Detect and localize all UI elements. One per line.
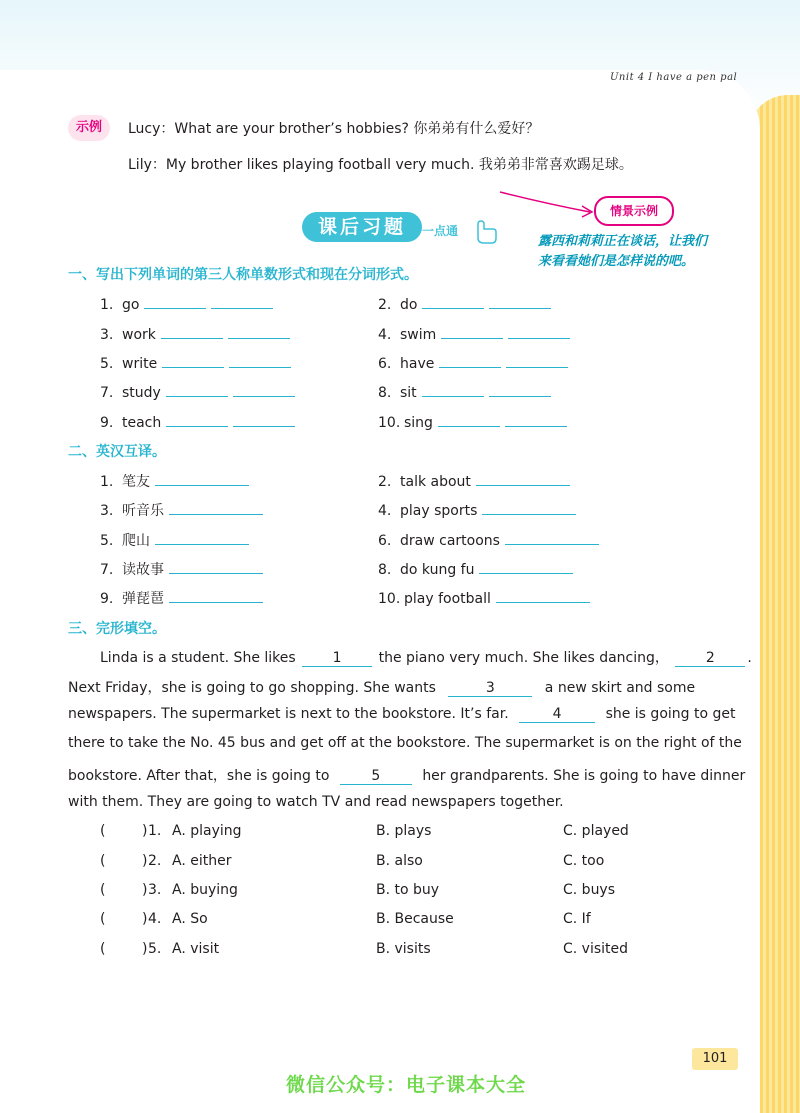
answer-blank-third-person[interactable] [438, 412, 500, 427]
item-word: swim [400, 327, 437, 343]
pointer-arrow-icon [498, 190, 598, 220]
passage-line-5 [68, 765, 746, 785]
item-number: 3. [100, 503, 114, 519]
answer-paren-open[interactable]: ( [100, 882, 106, 898]
item-phrase: play sports [400, 503, 478, 519]
option-a: A. playing [172, 823, 242, 839]
question-number: 5. [148, 941, 162, 957]
question-number: 3. [148, 882, 162, 898]
item-phrase: draw cartoons [400, 533, 500, 549]
cloze-blank-2: 2 [675, 650, 745, 667]
cloze-blank-5: 5 [340, 768, 412, 785]
translate-item [378, 471, 570, 490]
item-number: 5. [100, 356, 114, 372]
answer-blank-present-participle[interactable] [229, 353, 291, 368]
translate-item [100, 530, 249, 550]
translate-item [378, 530, 599, 549]
passage-text: Linda is a student. She likes [100, 650, 296, 666]
pointing-hand-icon [470, 216, 500, 246]
option-a: A. visit [172, 941, 220, 957]
option-c: C. too [563, 853, 605, 869]
word-item [378, 353, 568, 372]
word-item [378, 324, 570, 343]
item-word: teach [122, 415, 162, 431]
item-word: work [122, 327, 156, 343]
exercise-banner [302, 208, 510, 248]
answer-paren-close: ) [142, 911, 148, 927]
passage-text: . [747, 650, 752, 666]
section3-title: 三、完形填空。 [68, 621, 166, 637]
translate-item [100, 471, 249, 491]
scene-hint-line-2: 来看看她们是怎样说的吧。 [538, 254, 695, 269]
option-b: B. also [376, 853, 423, 869]
item-phrase: 弹琵琶 [122, 591, 164, 607]
translate-item [378, 500, 576, 519]
answer-blank-third-person[interactable] [439, 353, 501, 368]
item-phrase: do kung fu [400, 562, 475, 578]
answer-blank-present-participle[interactable] [228, 324, 290, 339]
option-a: A. buying [172, 882, 238, 898]
answer-paren-open[interactable]: ( [100, 853, 106, 869]
item-number: 10. [378, 591, 401, 607]
question-number: 2. [148, 853, 162, 869]
passage-text: she is going to get [605, 706, 736, 722]
option-c: C. visited [563, 941, 629, 957]
translate-item [100, 559, 263, 579]
answer-blank[interactable] [479, 559, 573, 574]
question-number: 4. [148, 911, 162, 927]
cloze-blank-3: 3 [448, 680, 532, 697]
banner-title: 课后习题 [302, 212, 422, 242]
item-word: sing [404, 415, 433, 431]
translate-item [100, 500, 263, 520]
option-a: A. either [172, 853, 232, 869]
answer-blank[interactable] [155, 471, 249, 486]
passage-line-1 [100, 647, 752, 667]
item-number: 1. [100, 297, 114, 313]
answer-blank[interactable] [169, 500, 263, 515]
option-b: B. to buy [376, 882, 440, 898]
answer-blank[interactable] [169, 588, 263, 603]
answer-blank-third-person[interactable] [422, 382, 484, 397]
answer-paren-close: ) [142, 941, 148, 957]
item-number: 6. [378, 356, 392, 372]
answer-blank-third-person[interactable] [166, 412, 228, 427]
item-number: 8. [378, 562, 392, 578]
item-number: 2. [378, 297, 392, 313]
item-word: write [122, 356, 158, 372]
item-phrase: talk about [400, 474, 471, 490]
word-item [378, 412, 567, 431]
option-a: A. So [172, 911, 208, 927]
answer-paren-close: ) [142, 823, 148, 839]
word-item [100, 412, 295, 431]
item-number: 3. [100, 327, 114, 343]
item-word: have [400, 356, 435, 372]
answer-blank-present-participle[interactable] [508, 324, 570, 339]
option-c: C. buys [563, 882, 616, 898]
answer-blank[interactable] [482, 500, 576, 515]
answer-paren-open[interactable]: ( [100, 941, 106, 957]
section1-title: 一、写出下列单词的第三人称单数形式和现在分词形式。 [68, 267, 418, 283]
example-tag: 示例 [68, 115, 110, 141]
item-phrase: 笔友 [122, 474, 150, 490]
option-c: C. played [563, 823, 629, 839]
passage-line-3 [68, 706, 736, 723]
answer-blank[interactable] [476, 471, 570, 486]
item-number: 7. [100, 385, 114, 401]
item-number: 5. [100, 533, 114, 549]
item-number: 9. [100, 591, 114, 607]
item-word: sit [400, 385, 417, 401]
running-header: Unit 4 I have a pen pal [610, 72, 738, 83]
item-number: 1. [100, 474, 114, 490]
passage-line-6: with them. They are going to watch TV and read newspapers together. [68, 794, 564, 810]
item-number: 6. [378, 533, 392, 549]
passage-text: bookstore. After that，she is going to [68, 768, 330, 784]
answer-blank-third-person[interactable] [162, 353, 224, 368]
answer-paren-close: ) [142, 882, 148, 898]
answer-blank-third-person[interactable] [441, 324, 503, 339]
answer-blank-present-participle[interactable] [489, 294, 551, 309]
cloze-blank-4: 4 [519, 706, 595, 723]
word-item [378, 294, 551, 313]
answer-blank-present-participle[interactable] [505, 412, 567, 427]
scene-example-bubble: 情景示例 [594, 196, 674, 226]
item-number: 8. [378, 385, 392, 401]
passage-text: the piano very much. She likes dancing， [378, 650, 669, 666]
example-line-lily: Lily：My brother likes playing football very much. 我弟弟非常喜欢踢足球。 [128, 157, 633, 173]
translate-item [378, 588, 590, 607]
item-phrase: 读故事 [122, 562, 164, 578]
word-item [100, 353, 291, 372]
answer-blank[interactable] [155, 530, 249, 545]
answer-blank-present-participle[interactable] [506, 353, 568, 368]
answer-blank[interactable] [505, 530, 599, 545]
item-number: 7. [100, 562, 114, 578]
example-line-lucy: Lucy：What are your brother’s hobbies? 你弟弟有什么爱好？ [128, 121, 540, 137]
answer-blank-third-person[interactable] [422, 294, 484, 309]
item-number: 4. [378, 327, 392, 343]
passage-text: her grandparents. She is going to have dinner [422, 768, 746, 784]
question-number: 1. [148, 823, 162, 839]
passage-line-4: there to take the No. 45 bus and get off at the bookstore. The supermarket is on the right of the [68, 735, 742, 751]
word-item [378, 382, 551, 401]
translate-item [378, 559, 573, 578]
watermark: 微信公众号：电子课本大全 [286, 1074, 527, 1096]
item-number: 4. [378, 503, 392, 519]
item-number: 9. [100, 415, 114, 431]
item-word: do [400, 297, 418, 313]
page-number: 101 [692, 1048, 738, 1070]
answer-blank-present-participle[interactable] [489, 382, 551, 397]
word-item [100, 294, 273, 313]
scene-hint-line-1: 露西和莉莉正在谈话，让我们 [538, 234, 708, 249]
item-phrase: play football [404, 591, 491, 607]
item-word: study [122, 385, 161, 401]
section2-title: 二、英汉互译。 [68, 444, 166, 460]
answer-paren-open[interactable]: ( [100, 911, 106, 927]
option-b: B. plays [376, 823, 432, 839]
item-number: 2. [378, 474, 392, 490]
answer-paren-open[interactable]: ( [100, 823, 106, 839]
passage-text: newspapers. The supermarket is next to the bookstore. It’s far. [68, 706, 509, 722]
answer-blank[interactable] [496, 588, 590, 603]
banner-subtitle: 一点通 [422, 224, 459, 238]
cloze-blank-1: 1 [302, 650, 372, 667]
word-item [100, 382, 295, 401]
passage-text: Next Friday，she is going to go shopping. She wants [68, 680, 436, 696]
option-b: B. visits [376, 941, 431, 957]
item-number: 10. [378, 415, 401, 431]
translate-item [100, 588, 263, 608]
answer-blank-present-participle[interactable] [211, 294, 273, 309]
answer-blank-present-participle[interactable] [233, 382, 295, 397]
item-word: go [122, 297, 140, 313]
answer-blank-third-person[interactable] [166, 382, 228, 397]
item-phrase: 听音乐 [122, 503, 164, 519]
word-item [100, 324, 290, 343]
answer-paren-close: ) [142, 853, 148, 869]
answer-blank[interactable] [169, 559, 263, 574]
passage-text: a new skirt and some [544, 680, 696, 696]
option-b: B. Because [376, 911, 454, 927]
passage-line-2 [68, 677, 728, 697]
item-phrase: 爬山 [122, 533, 150, 549]
answer-blank-third-person[interactable] [144, 294, 206, 309]
answer-blank-present-participle[interactable] [233, 412, 295, 427]
answer-blank-third-person[interactable] [161, 324, 223, 339]
option-c: C. If [563, 911, 591, 927]
